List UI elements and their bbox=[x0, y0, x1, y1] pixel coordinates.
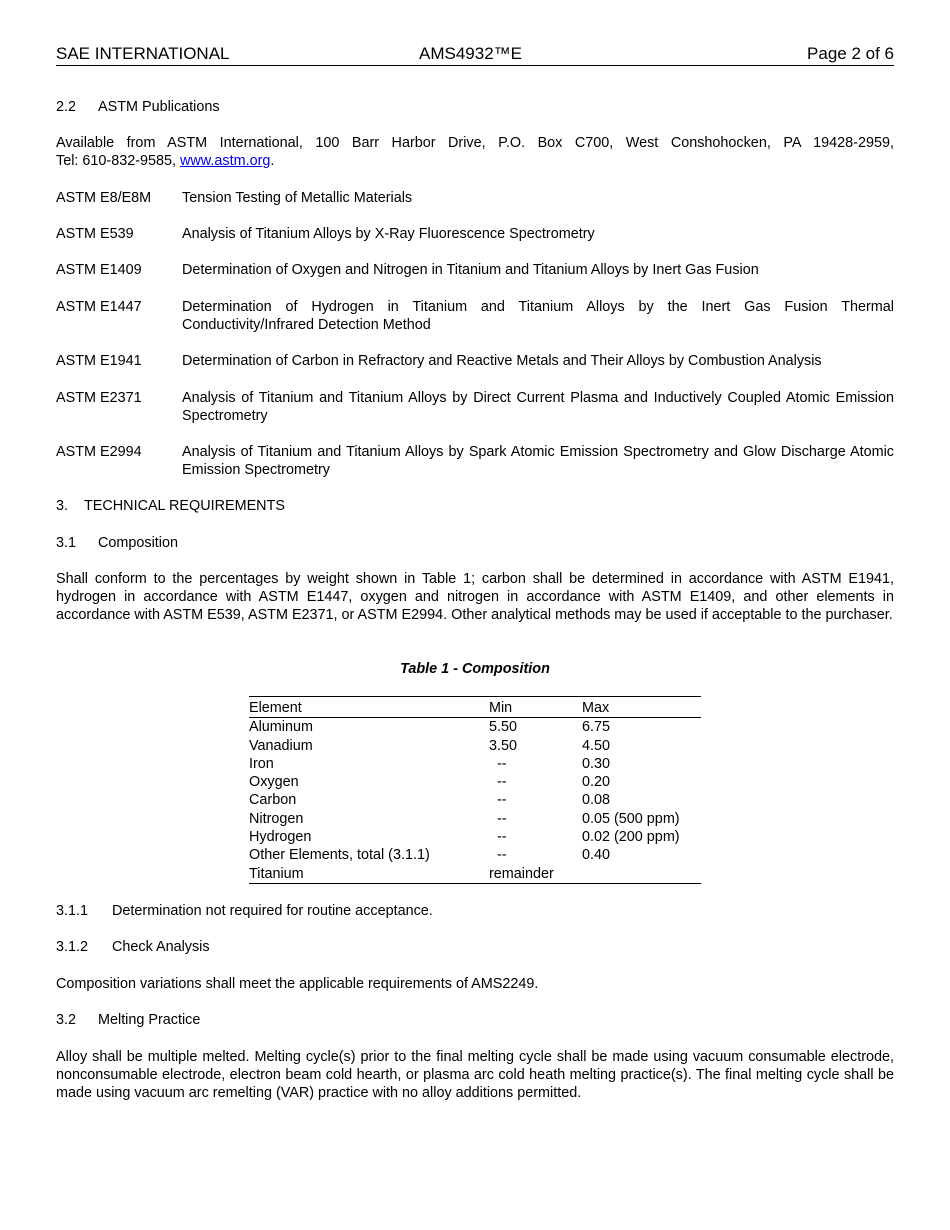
min-cell: -- bbox=[489, 792, 507, 809]
section-3-1-heading bbox=[56, 534, 894, 552]
section-2-2-heading bbox=[56, 98, 894, 116]
table-row bbox=[249, 865, 701, 884]
min-cell: 5.50 bbox=[489, 719, 518, 736]
section-3-heading bbox=[56, 497, 894, 515]
column-header: Min bbox=[489, 697, 582, 718]
table-row bbox=[249, 773, 701, 791]
section-number: 3.1.1 bbox=[56, 903, 89, 919]
section-number: 3.2 bbox=[56, 1012, 77, 1028]
table-header-row bbox=[249, 697, 701, 718]
section-3-1-1 bbox=[56, 902, 894, 920]
section-number: 3.1 bbox=[56, 535, 77, 551]
table-row bbox=[249, 737, 701, 755]
reference-code: ASTM E2371 bbox=[56, 390, 142, 406]
min-cell: remainder bbox=[489, 865, 554, 882]
min-cell: -- bbox=[489, 755, 507, 772]
tel-text: Tel: 610-832-9585, bbox=[56, 153, 181, 169]
reference-title: Tension Testing of Metallic Materials bbox=[182, 190, 413, 206]
table-row bbox=[249, 828, 701, 846]
min-cell: 3.50 bbox=[489, 737, 518, 754]
reference-code: ASTM E539 bbox=[56, 226, 134, 242]
min-cell: -- bbox=[489, 810, 507, 827]
element-cell: Carbon bbox=[249, 792, 297, 809]
astm-link[interactable]: www.astm.org bbox=[180, 153, 271, 169]
composition-paragraph: Shall conform to the percentages by weight shown in Table 1; carbon shall be determined in accordance with ASTM E1941, hydrogen in accordance with ASTM E1447, oxygen and nitrogen in accordance with ASTM E1409, and other elements in accordance with ASTM E539, ASTM E2371, or ASTM E2994. Other analytical methods may be used if acceptable to the purchaser. bbox=[56, 571, 894, 623]
section-3-2-heading bbox=[56, 1011, 894, 1029]
table-row bbox=[249, 846, 701, 864]
header-doc-number: AMS4932™E bbox=[419, 44, 522, 63]
max-cell: 0.40 bbox=[582, 847, 611, 864]
composition-table bbox=[249, 696, 701, 884]
table-row bbox=[249, 810, 701, 828]
section-title: Composition bbox=[98, 535, 178, 551]
min-cell: -- bbox=[489, 774, 507, 791]
max-cell: 0.30 bbox=[582, 755, 611, 772]
column-header: Element bbox=[249, 697, 489, 718]
section-title: ASTM Publications bbox=[98, 99, 220, 115]
page-header bbox=[56, 44, 894, 66]
reference-code: ASTM E1941 bbox=[56, 353, 142, 369]
reference-title: Analysis of Titanium Alloys by X-Ray Fluorescence Spectrometry bbox=[182, 226, 595, 242]
section-number: 2.2 bbox=[56, 99, 77, 115]
check-analysis-paragraph: Composition variations shall meet the applicable requirements of AMS2249. bbox=[56, 976, 539, 992]
section-title: TECHNICAL REQUIREMENTS bbox=[84, 498, 285, 514]
section-number: 3. bbox=[56, 498, 69, 514]
table-row bbox=[249, 718, 701, 737]
reference-code: ASTM E1409 bbox=[56, 262, 142, 278]
element-cell: Oxygen bbox=[249, 774, 299, 791]
section-text: Determination not required for routine acceptance. bbox=[112, 903, 433, 919]
melting-practice-paragraph: Alloy shall be multiple melted. Melting cycle(s) prior to the final melting cycle shall be made using vacuum consumable electrode, nonconsumable electrode, electron beam cold hearth, or plasma arc cold heath melting practice(s). The final melting cycle shall be made using vacuum arc remelting (VAR) practice with no alloy additions permitted. bbox=[56, 1049, 894, 1101]
min-cell: -- bbox=[489, 847, 507, 864]
reference-title: Analysis of Titanium and Titanium Alloys by Direct Current Plasma and Inductively Coupled Atomic Emission Spectrometry bbox=[182, 390, 894, 424]
min-cell: -- bbox=[489, 829, 507, 846]
element-cell: Vanadium bbox=[249, 737, 313, 754]
max-cell: 6.75 bbox=[582, 719, 611, 736]
reference-code: ASTM E1447 bbox=[56, 299, 142, 315]
max-cell: 0.05 (500 ppm) bbox=[582, 810, 680, 827]
section-title: Check Analysis bbox=[112, 939, 210, 955]
availability-text: Available from ASTM International, 100 Barr Harbor Drive, P.O. Box C700, West Conshohocken, PA 19428-2959, bbox=[56, 135, 894, 151]
reference-code: ASTM E8/E8M bbox=[56, 190, 152, 206]
element-cell: Aluminum bbox=[249, 719, 313, 736]
reference-title: Analysis of Titanium and Titanium Alloys by Spark Atomic Emission Spectrometry and Glow Discharge Atomic Emission Spectrometry bbox=[182, 444, 894, 478]
reference-code: ASTM E2994 bbox=[56, 444, 142, 460]
element-cell: Iron bbox=[249, 755, 274, 772]
reference-title: Determination of Carbon in Refractory and Reactive Metals and Their Alloys by Combustion Analysis bbox=[182, 353, 822, 369]
table-caption: Table 1 - Composition bbox=[400, 661, 550, 677]
max-cell: 0.20 bbox=[582, 774, 611, 791]
element-cell: Other Elements, total (3.1.1) bbox=[249, 847, 430, 864]
element-cell: Hydrogen bbox=[249, 829, 312, 846]
header-org: SAE INTERNATIONAL bbox=[56, 44, 230, 63]
reference-title: Determination of Oxygen and Nitrogen in Titanium and Titanium Alloys by Inert Gas Fusion bbox=[182, 262, 759, 278]
element-cell: Nitrogen bbox=[249, 810, 304, 827]
table-row bbox=[249, 755, 701, 773]
section-number: 3.1.2 bbox=[56, 939, 89, 955]
max-cell bbox=[582, 865, 701, 884]
astm-availability bbox=[56, 134, 894, 170]
section-title: Melting Practice bbox=[98, 1012, 201, 1028]
column-header: Max bbox=[582, 697, 701, 718]
reference-title: Determination of Hydrogen in Titanium and Titanium Alloys by the Inert Gas Fusion Thermal Conductivity/Infrared Detection Method bbox=[182, 299, 894, 333]
element-cell: Titanium bbox=[249, 865, 304, 882]
max-cell: 4.50 bbox=[582, 737, 611, 754]
max-cell: 0.02 (200 ppm) bbox=[582, 829, 680, 846]
period: . bbox=[270, 153, 275, 169]
section-3-1-2-heading bbox=[56, 938, 894, 956]
header-page-number: Page 2 of 6 bbox=[807, 44, 894, 63]
table-row bbox=[249, 791, 701, 809]
max-cell: 0.08 bbox=[582, 792, 611, 809]
